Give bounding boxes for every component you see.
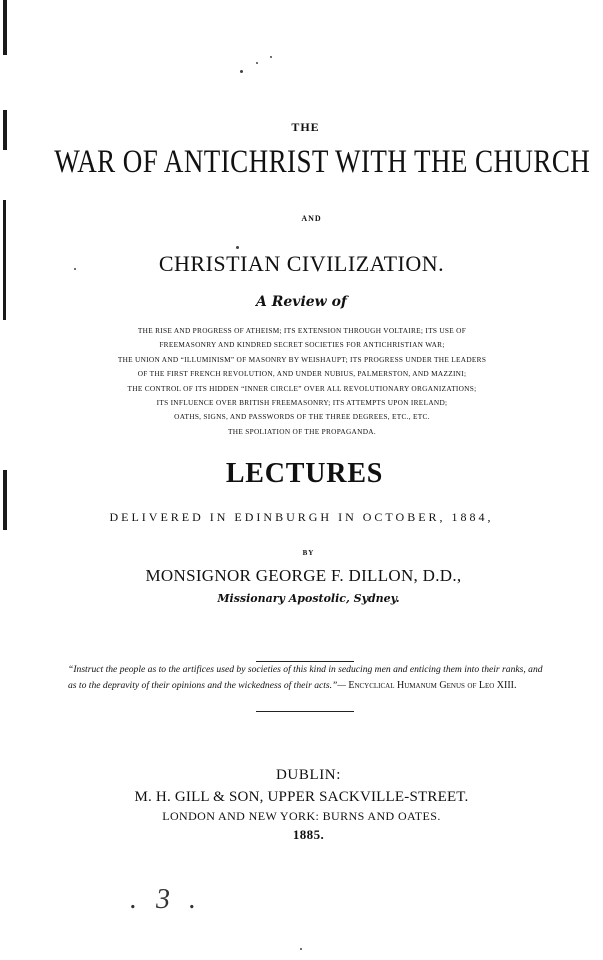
subtitle: CHRISTIAN CIVILIZATION. (158, 251, 445, 276)
lectures-heading: LECTURES (225, 458, 384, 489)
imprint-year: 1885. (292, 827, 325, 842)
contents-summary (52, 324, 552, 439)
epigraph-quote (68, 662, 544, 694)
summary-line: THE CONTROL OF ITS HIDDEN “INNER CIRCLE” OVER ALL REVOLUTIONARY ORGANIZATIONS; (127, 383, 477, 393)
main-title: WAR OF ANTICHRIST WITH THE CHURCH (54, 144, 591, 180)
edge-mark (3, 0, 7, 55)
review-heading: A Review of (256, 294, 347, 310)
ink-speck (74, 268, 76, 270)
by-line: BY (302, 549, 315, 557)
divider-rule (256, 711, 354, 712)
summary-line: ITS INFLUENCE OVER BRITISH FREEMASONRY; ITS ATTEMPTS UPON IRELAND; (156, 398, 448, 408)
imprint-copublisher: LONDON AND NEW YORK: BURNS AND OATES. (162, 809, 441, 823)
summary-line: THE UNION AND “ILLUMINISM” OF MASONRY BY WEISHAUPT; ITS PROGRESS UNDER THE LEADERS (117, 354, 487, 364)
author-name: MONSIGNOR GEORGE F. DILLON, D.D., (145, 566, 462, 585)
ink-speck (270, 56, 272, 58)
delivery-note: DELIVERED IN EDINBURGH IN OCTOBER, 1884, (109, 510, 494, 524)
author-title: Missionary Apostolic, Sydney. (217, 592, 400, 605)
title-article: THE (291, 120, 320, 134)
imprint-publisher: M. H. GILL & SON, UPPER SACKVILLE-STREET. (134, 789, 469, 805)
summary-line: OATHS, SIGNS, AND PASSWORDS OF THE THREE DEGREES, ETC., ETC. (174, 412, 430, 422)
summary-line: OF THE FIRST FRENCH REVOLUTION, AND UNDER NUBIUS, PALMERSTON, AND MAZZINI; (137, 369, 467, 379)
summary-line: THE RISE AND PROGRESS OF ATHEISM; ITS EXTENSION THROUGH VOLTAIRE; ITS USE OF (137, 326, 467, 335)
title-conjunction: AND (301, 214, 322, 223)
summary-line: THE SPOLIATION OF THE PROPAGANDA. (228, 426, 376, 436)
quote-text: “Instruct the people as to the artifices used by societies of this kind in seducing men and enticing them into their ranks, and as to the depravity of their opinions and the wickedness of their acts.”— (68, 664, 543, 691)
ink-speck (236, 246, 239, 249)
quote-attribution: Encyclical Humanum Genus of Leo XIII. (348, 680, 517, 691)
imprint-city: DUBLIN: (275, 767, 342, 783)
summary-line: FREEMASONRY AND KINDRED SECRET SOCIETIES FOR ANTICHRISTIAN WAR; (159, 340, 445, 350)
ink-speck (256, 62, 258, 64)
ink-speck (300, 948, 302, 950)
ink-speck (240, 70, 243, 73)
shelfmark: . 3 . (130, 884, 202, 915)
